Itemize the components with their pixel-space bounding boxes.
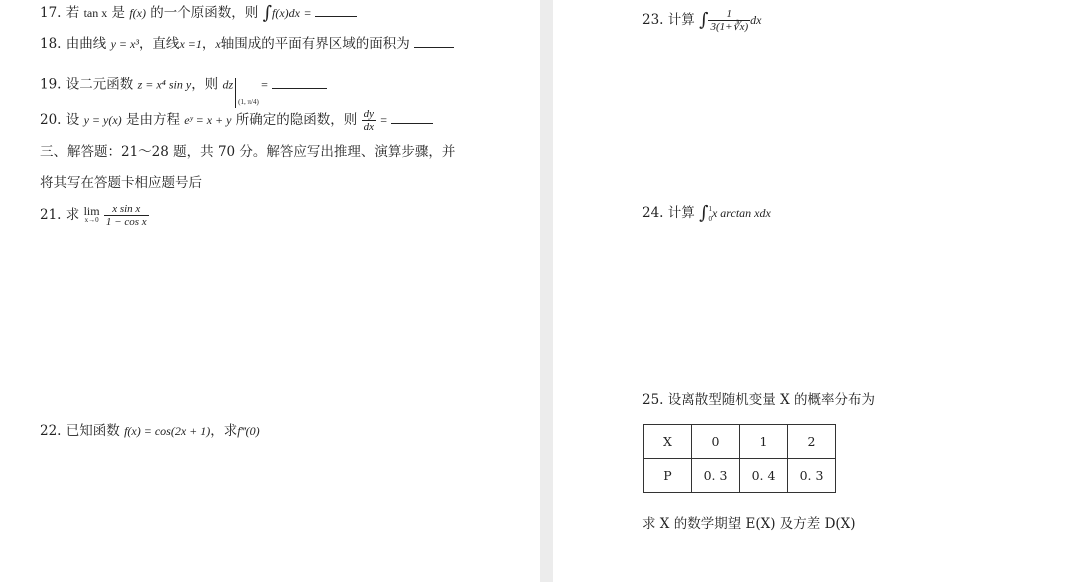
math-expr: f(x) = cos(2x + 1)	[124, 424, 211, 438]
math-expr: dz	[222, 77, 234, 92]
question-number: 21.	[40, 207, 62, 223]
question-text: 设二元函数	[65, 76, 134, 93]
table-header-cell: X	[644, 425, 692, 459]
question-25	[642, 390, 875, 410]
answer-blank[interactable]	[414, 35, 454, 48]
question-number: 17.	[40, 5, 62, 21]
question-text: 是	[111, 5, 126, 21]
question-21	[40, 203, 149, 228]
question-text: ，则	[191, 76, 219, 93]
math-expr: y = y(x)	[83, 113, 122, 127]
question-text: 所确定的隐函数，则	[235, 112, 358, 128]
question-number: 25.	[642, 392, 664, 408]
question-number: 18.	[40, 36, 62, 52]
exam-page-right	[553, 0, 1080, 582]
limit-fraction: $\frac{\text{x sin x}}{\text{1 − cos x}}$	[105, 203, 147, 228]
table-cell: 0. 3	[692, 459, 740, 493]
question-text: 设	[65, 112, 80, 128]
math-expr: z = x⁴ sin y	[137, 77, 192, 92]
question-text: ，直线	[138, 36, 180, 52]
question-24	[642, 203, 771, 224]
question-text: 计算	[667, 205, 695, 221]
table-row	[644, 459, 836, 493]
question-number: 24.	[642, 205, 664, 221]
question-text: ，	[201, 36, 216, 52]
integral-sign: ∫	[699, 9, 709, 31]
math-expr: x	[215, 37, 221, 51]
question-text: 若	[65, 5, 80, 21]
equals-sign: =	[380, 113, 388, 127]
table-header-cell: 1	[740, 425, 788, 459]
answer-blank[interactable]	[315, 4, 357, 17]
question-23	[642, 8, 761, 33]
equals-sign: =	[261, 77, 268, 92]
math-expr: f‴(0)	[237, 424, 260, 438]
math-expr: x =1	[179, 37, 202, 51]
table-header-cell: 2	[788, 425, 836, 459]
question-text: 是由方程	[125, 112, 180, 128]
probability-distribution-table	[643, 424, 836, 493]
answer-blank[interactable]	[391, 111, 433, 124]
math-expr: dx	[750, 13, 762, 27]
question-18	[40, 34, 454, 54]
question-text: 轴围成的平面有界区域的面积为	[220, 36, 410, 52]
math-expr: f(x)	[129, 6, 146, 20]
math-expr: x arctan xdx	[711, 206, 771, 220]
limit-operator: lim x→0	[83, 203, 100, 224]
question-text: 的一个原函数，则	[150, 5, 259, 21]
evaluation-bar	[235, 78, 257, 108]
integral-limits: 1 0	[708, 204, 712, 223]
section-heading-line2: 将其写在答题卡相应题号后	[40, 175, 202, 191]
question-number: 23.	[642, 12, 664, 28]
question-22	[40, 421, 260, 441]
table-header-cell: 0	[692, 425, 740, 459]
question-text: ，求	[210, 423, 238, 439]
math-expr: y = x³	[110, 37, 139, 51]
table-cell: P	[644, 459, 692, 493]
question-text: 由曲线	[65, 36, 107, 52]
question-25-prompt: 求 X 的数学期望 E(X) 及方差 D(X)	[642, 516, 856, 532]
question-text: 计算	[667, 12, 695, 28]
table-cell: 0. 3	[788, 459, 836, 493]
math-expr: eʸ = x + y	[184, 113, 232, 127]
evaluation-point: (1, π/4)	[238, 98, 259, 106]
question-number: 19.	[40, 76, 62, 93]
question-number: 20.	[40, 112, 62, 128]
question-17	[40, 3, 357, 24]
derivative-fraction: $\frac{dy}{dx}$	[363, 108, 374, 133]
question-number: 22.	[40, 423, 62, 439]
question-text: 设离散型随机变量 X 的概率分布为	[667, 392, 875, 408]
question-text: 已知函数	[65, 423, 120, 439]
math-expr: tan x	[83, 6, 108, 20]
integrand-fraction: $\frac{1}{3(1+∛x)}$	[710, 8, 749, 33]
math-expr: f(x)dx	[271, 6, 300, 20]
page-gutter	[540, 0, 553, 582]
integral-sign: ∫	[262, 2, 272, 24]
question-20	[40, 108, 433, 133]
section-heading-line1: 三、解答题：21～28 题，共 70 分。解答应写出推理、演算步骤，并	[40, 144, 456, 160]
equals-sign: =	[304, 6, 312, 20]
integral-sign: ∫	[699, 202, 709, 224]
answer-blank[interactable]	[272, 76, 327, 89]
question-text: 求	[65, 207, 80, 223]
table-cell: 0. 4	[740, 459, 788, 493]
table-row	[644, 425, 836, 459]
